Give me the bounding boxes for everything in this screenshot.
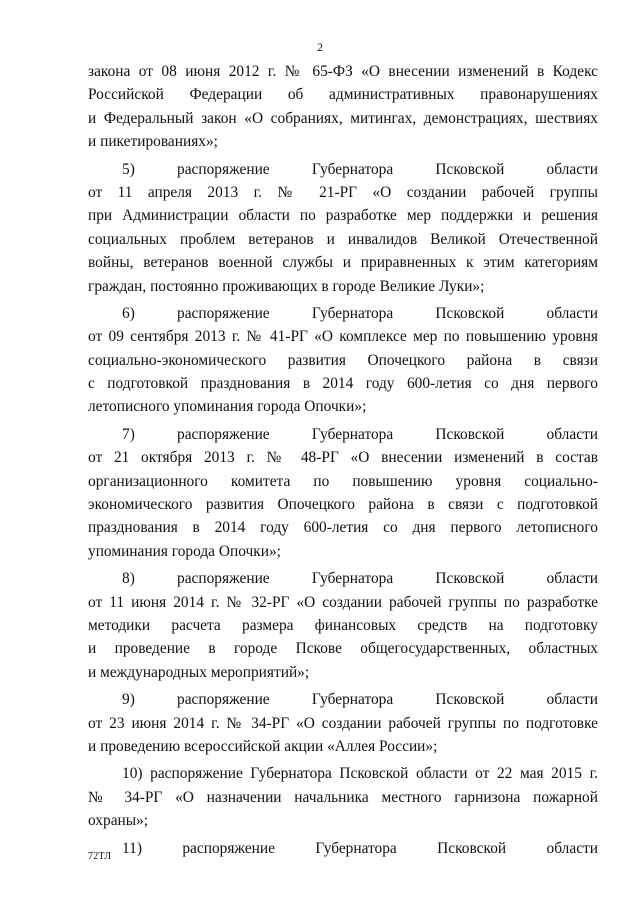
text-line: и проведение в городе Пскове общегосударственных, областных [88, 640, 598, 658]
text-line: упоминания города Опочки»; [88, 542, 281, 560]
text-line: и международных мероприятий»; [88, 663, 310, 681]
text-line: 11) распоряжение Губернатора Псковской области [122, 839, 598, 857]
text-line: от 11 июня 2014 г. № 32-РГ «О создании рабочей группы по разработке [88, 593, 598, 611]
text-line: социальных проблем ветеранов и инвалидов Великой Отечественной [88, 230, 598, 248]
text-line: организационного комитета по повышению уровня социально- [88, 472, 598, 490]
text-line: с подготовкой празднования в 2014 году 600-летия со дня первого [88, 375, 598, 393]
text-line: закона от 08 июня 2012 г. № 65-ФЗ «О внесении изменений в Кодекс [88, 63, 598, 80]
text-line: граждан, постоянно проживающих в городе Великие Луки»; [88, 277, 485, 295]
text-line: и Федеральный закон «О собраниях, митингах, демонстрациях, шествиях [88, 109, 598, 127]
text-line: охраны»; [88, 812, 149, 830]
text-line: празднования в 2014 году 600-летия со дня первого летописного [88, 519, 598, 537]
text-line: от 23 июня 2014 г. № 34-РГ «О создании рабочей группы по подготовке [88, 714, 598, 732]
text-line: 7) распоряжение Губернатора Псковской области [122, 425, 598, 443]
text-line: № 34-РГ «О назначении начальника местного гарнизона пожарной [88, 788, 598, 806]
text-line: социально-экономического развития Опочецкого района в связи [88, 351, 598, 369]
text-line: 6) распоряжение Губернатора Псковской области [122, 304, 598, 322]
text-line: при Администрации области по разработке мер поддержки и решения [88, 207, 598, 225]
text-line: от 09 сентября 2013 г. № 41-РГ «О комплексе мер по повышению уровня [88, 328, 598, 346]
text-line: 9) распоряжение Губернатора Псковской области [122, 691, 598, 709]
text-line: методики расчета размера финансовых средств на подготовку [88, 616, 598, 634]
text-line: войны, ветеранов военной службы и приравненных к этим категориям [88, 254, 598, 272]
document-body [88, 60, 598, 860]
text-line: летописного упоминания города Опочки»; [88, 398, 367, 416]
text-line: экономического развития Опочецкого района в связи с подготовкой [88, 496, 598, 514]
text-line: от 11 апреля 2013 г. № 21-РГ «О создании рабочей группы [88, 183, 598, 201]
text-line: от 21 октября 2013 г. № 48-РГ «О внесении изменений в состав [88, 449, 598, 467]
footer-code: 72ТЛ [88, 851, 112, 862]
text-line: и проведению всероссийской акции «Аллея России»; [88, 737, 438, 755]
text-line: 10) распоряжение Губернатора Псковской области от 22 мая 2015 г. [122, 765, 598, 783]
text-line: 8) распоряжение Губернатора Псковской области [122, 570, 598, 588]
text-line: и пикетированиях»; [88, 133, 218, 151]
page-number: 2 [317, 40, 323, 54]
text-line: 5) распоряжение Губернатора Псковской области [122, 160, 598, 178]
text-line: Российской Федерации об административных правонарушениях [88, 86, 598, 104]
